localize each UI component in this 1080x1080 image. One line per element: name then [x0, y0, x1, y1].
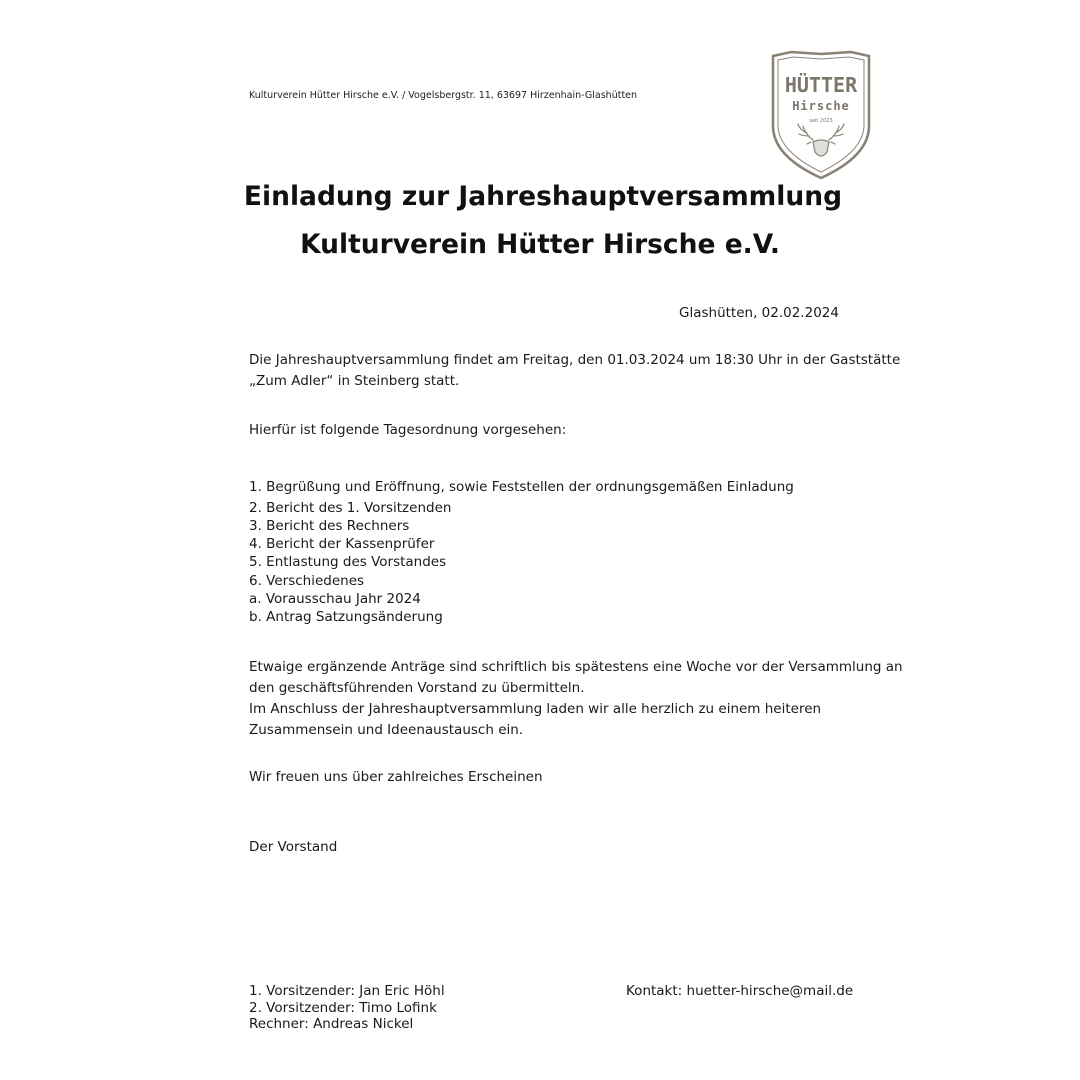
greeting: Wir freuen uns über zahlreiches Erscheinen	[249, 769, 543, 785]
intro-line: „Zum Adler“ in Steinberg statt.	[249, 373, 460, 389]
document-title: Einladung zur Jahreshauptversammlung	[243, 181, 843, 212]
logo-name: HÜTTER	[784, 73, 858, 97]
agenda-item: 3. Bericht des Rechners	[249, 517, 410, 534]
closing-line: Etwaige ergänzende Anträge sind schriftlich bis spätestens eine Woche vor der Versammlung an	[249, 659, 903, 675]
agenda-item: 4. Bericht der Kassenprüfer	[249, 536, 435, 553]
agenda-item: 6. Verschiedenes	[249, 572, 365, 589]
agenda-item: a. Vorausschau Jahr 2024	[249, 590, 421, 607]
sender-address-line: Kulturverein Hütter Hirsche e.V. / Vogelsbergstr. 11, 63697 Hirzenhain-Glashütten	[249, 90, 638, 101]
place-date: Glashütten, 02.02.2024	[679, 305, 839, 321]
contact-email: Kontakt: huetter-hirsche@mail.de	[626, 983, 854, 999]
agenda-list	[249, 478, 794, 626]
board-member: 2. Vorsitzender: Timo Lofink	[249, 999, 437, 1016]
closing-line: Zusammensein und Ideenaustausch ein.	[249, 722, 524, 738]
document-subtitle: Kulturverein Hütter Hirsche e.V.	[300, 229, 780, 260]
agenda-item: 2. Bericht des 1. Vorsitzenden	[249, 499, 452, 516]
agenda-item: 5. Entlastung des Vorstandes	[249, 554, 447, 571]
board-member: Rechner: Andreas Nickel	[249, 1016, 414, 1032]
deer-head-icon	[798, 124, 844, 156]
signoff: Der Vorstand	[249, 839, 338, 855]
agenda-item: 1. Begrüßung und Eröffnung, sowie Feststellen der ordnungsgemäßen Einladung	[249, 479, 794, 495]
board-member: 1. Vorsitzender: Jan Eric Höhl	[249, 983, 445, 999]
closing-paragraph	[249, 657, 903, 741]
board-members	[249, 983, 445, 1033]
shield-icon	[773, 52, 869, 178]
logo-subname: Hirsche	[792, 99, 850, 113]
closing-line: den geschäftsführenden Vorstand zu übermitteln.	[249, 680, 585, 696]
club-logo	[767, 48, 875, 182]
intro-line: Die Jahreshauptversammlung findet am Freitag, den 01.03.2024 um 18:30 Uhr in der Gaststätte	[249, 352, 901, 368]
logo-since: seit 2023	[809, 118, 833, 124]
agenda-intro: Hierfür ist folgende Tagesordnung vorgesehen:	[249, 422, 567, 438]
intro-paragraph	[249, 350, 900, 392]
agenda-item: b. Antrag Satzungsänderung	[249, 608, 443, 625]
closing-line: Im Anschluss der Jahreshauptversammlung laden wir alle herzlich zu einem heiteren	[249, 701, 822, 717]
